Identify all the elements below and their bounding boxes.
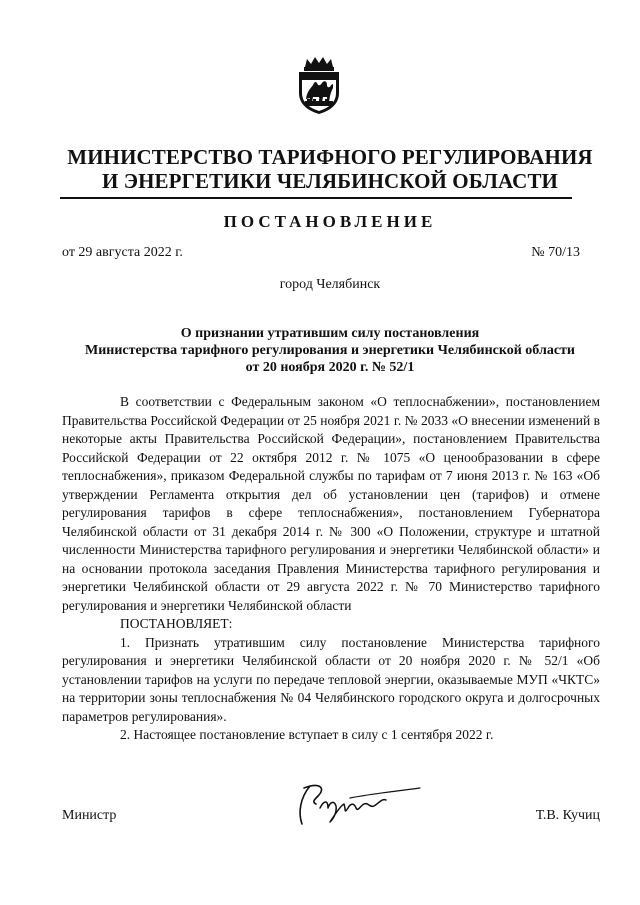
ministry-name-line2: И ЭНЕРГЕТИКИ ЧЕЛЯБИНСКОЙ ОБЛАСТИ: [102, 169, 558, 193]
document-city: город Челябинск: [279, 277, 381, 292]
document-type-title: ПОСТАНОВЛЕНИЕ: [223, 212, 437, 231]
document-body: [62, 393, 600, 745]
subject-line1: О признании утратившим силу постановления: [180, 326, 480, 341]
coat-of-arms-icon: [293, 55, 345, 115]
document-subject: [56, 325, 604, 376]
header-divider: [60, 197, 572, 199]
preamble-paragraph: В соответствии с Федеральным законом «О теплоснабжении», постановлением Правительства Российской Федерации от 25 ноября 2021 г. № 2033 «О внесении изменений в некоторые акты Правительства Российской Федерации», постановлением Правительства Российской Федерации от 22 октября 2012 г. № 1075 «О ценообразовании в сфере теплоснабжения», приказом Федеральной службы по тарифам от 7 июня 2013 г. № 163 «Об утверждении Регламента открытия дел об установлении цен (тарифов) и отмене регулирования тарифов в сфере теплоснабжения», постановлением Губернатора Челябинской области от 31 декабря 2014 г. № 300 «О Положении, структуре и штатной численности Министерства тарифного регулирования и энергетики Челябинской области» и на основании протокола заседания Правления Министерства тарифного регулирования и энергетики Челябинской области от 29 августа 2022 г. № 70 Министерство тарифного регулирования и энергетики Челябинской области: [62, 394, 600, 613]
resolution-item-2: 2. Настоящее постановление вступает в силу с 1 сентября 2022 г.: [120, 727, 494, 742]
subject-line2: Министерства тарифного регулирования и энергетики Челябинской области: [85, 343, 575, 358]
handwritten-signature: [290, 778, 440, 828]
resolution-item-1: 1. Признать утратившим силу постановление Министерства тарифного регулирования и энергетики Челябинской области от 20 ноября 2020 г. № 52/1 «Об установлении тарифов на услуги по передаче тепловой энергии, оказываемые МУП «ЧКТС» на территории зоны теплоснабжения № 04 Челябинского городского округа и долгосрочных параметров регулирования».: [62, 634, 600, 724]
signatory-name: Т.В. Кучиц: [535, 808, 600, 823]
ministry-name-line1: МИНИСТЕРСТВО ТАРИФНОГО РЕГУЛИРОВАНИЯ: [67, 145, 593, 169]
signatory-title: Министр: [62, 808, 117, 823]
subject-line3: от 20 ноября 2020 г. № 52/1: [245, 360, 415, 375]
document-date: от 29 августа 2022 г.: [62, 245, 183, 260]
document-number: № 70/13: [531, 245, 580, 260]
resolves-heading: ПОСТАНОВЛЯЕТ:: [120, 616, 233, 631]
